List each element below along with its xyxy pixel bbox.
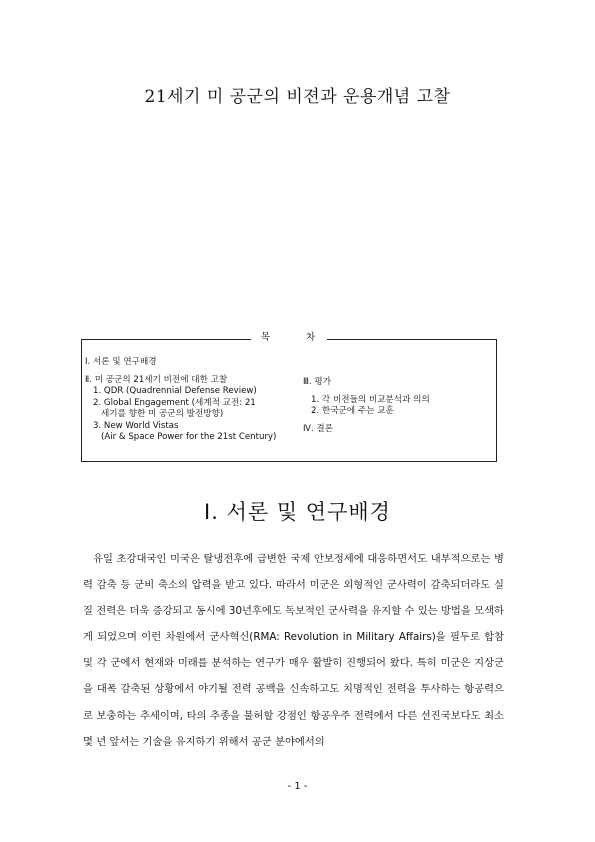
paragraph-text: 유일 초강대국인 미국은 탈냉전후에 급변한 국제 안보정세에 대응하면서도 내부적으로는 병력 감축 등 군비 축소의 압력을 받고 있다. 따라서 미군은 외형적인 군사력이 감축되더라도 실질 전력은 더욱 증강되고 동시에 30년후에도 독보적인 군사력을 유지할 수 있는 방법을 모색하게 되었으며 이런 차원에서 군사혁신(RMA: Revolution in Military Affairs)을 필두로 합참 및 각 군에서 현재와 미래를 분석하는 연구가 매우 활발히 진행되어 왔다. 특히 미군은 지상군을 대폭 감축된 상황에서 야기될 전력 공백을 신속하고도 치명적인 전력을 투사하는 항공력으로 보충하는 추세이며, 타의 추종을 불허할 강점인 항공우주 전력에서 다른 선진국보다도 최소 몇 년 앞서는 기술을 유지하기 위해서 공군 분야에서의 [83, 553, 504, 748]
toc-entry: 2. 한국군에 주는 교훈 [311, 406, 394, 416]
toc-entry: Ⅱ. 미 공군의 21세기 비전에 대한 고찰 [85, 374, 228, 385]
toc-entry: Ⅲ. 평가 [303, 377, 331, 387]
toc-left-column [85, 357, 300, 444]
toc-entry: (Air & Space Power for the 21st Century) [101, 432, 277, 442]
toc-entry: 1. QDR (Quadrennial Defense Review) [93, 386, 257, 396]
toc-entry: 1. 각 비전들의 비교분석과 의의 [311, 394, 430, 405]
toc-entry: Ⅰ. 서론 및 연구배경 [85, 357, 157, 367]
section-heading: Ⅰ. 서론 및 연구배경 [204, 500, 391, 524]
table-of-contents [81, 332, 497, 462]
page-number: - 1 - [287, 781, 308, 792]
toc-entry: 세기를 향한 미 공군의 발전방향) [101, 409, 224, 419]
body-paragraph [83, 546, 504, 755]
document-title: 21세기 미 공군의 비젼과 운용개념 고찰 [144, 87, 451, 107]
toc-entry: 2. Global Engagement (세계적 교전: 21 [93, 397, 256, 408]
toc-entry: 3. New World Vistas [93, 420, 179, 431]
toc-heading-right: 차 [306, 332, 318, 343]
toc-entry: Ⅳ. 결론 [303, 423, 333, 434]
toc-heading-left: 목 [260, 332, 272, 343]
toc-right-column [303, 377, 493, 435]
toc-heading [82, 332, 496, 345]
